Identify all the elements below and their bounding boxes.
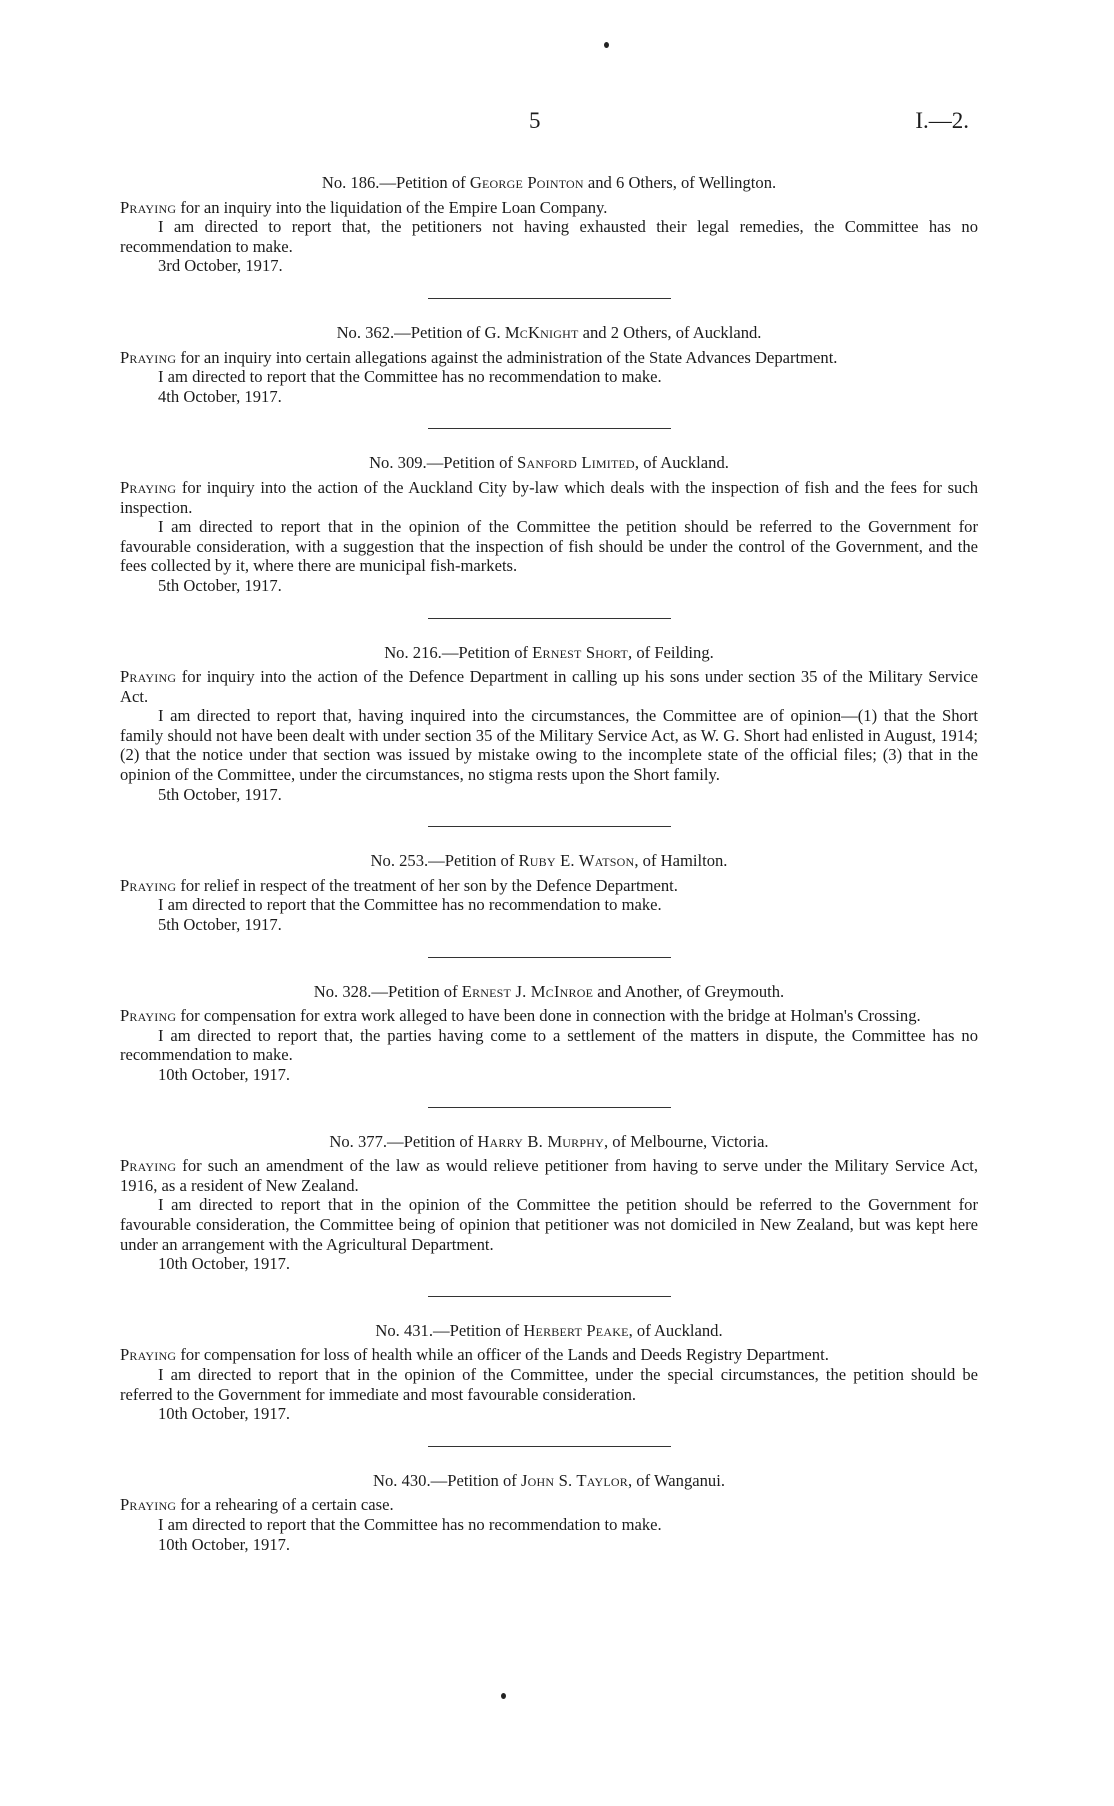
report-paragraph: I am directed to report that the Committee has no recommendation to make. [158,367,662,387]
petition-heading [120,173,978,193]
petitioner-name: Herbert Peake [523,1320,629,1340]
praying-text: for inquiry into the action of the Auckland City by-law which deals with the inspection of fish and the fees for such inspection. [120,477,978,517]
praying-word: Praying [120,477,177,497]
report-paragraph: I am directed to report that in the opinion of the Committee the petition should be referred to the Government for favourable consideration, the Committee being of opinion that petitioner was not domiciled in New Zealand, but was kept here under an arrangement with the Agricultural Department. [120,1195,978,1254]
petitioner-location: , of Auckland. [628,1320,723,1340]
report-date: 5th October, 1917. [158,575,282,595]
petitioner-name: Sanford Limited [517,453,635,473]
petition-number: No. 430.—Petition of [373,1470,521,1490]
petition-entry [120,1132,978,1297]
report-paragraph: I am directed to report that in the opinion of the Committee the petition should be referred to the Government for favourable consideration, with a suggestion that the inspection of fish should be under the control of the Government, and the fees collected by it, where there are municipal fish-markets. [120,517,978,576]
report-date: 10th October, 1917. [158,1534,291,1554]
petitioner-name: Ernest Short [532,642,629,662]
petition-entry [120,851,978,957]
petitioner-location: , of Wanganui. [627,1470,725,1490]
praying-text: for a rehearing of a certain case. [176,1495,394,1515]
report-paragraph: I am directed to report that, the petitioners not having exhausted their legal remedies, the Committee has no recommendation to make. [120,217,978,256]
petition-entry [120,643,978,828]
petitioner-name: John S. Taylor [520,1470,628,1490]
petition-number: No. 309.—Petition of [369,453,518,473]
report-date: 3rd October, 1917. [158,256,283,276]
praying-text: for compensation for loss of health while an officer of the Lands and Deeds Registry Department. [176,1345,829,1365]
praying-text: for an inquiry into certain allegations against the administration of the State Advances Department. [176,347,838,367]
petition-entry [120,1321,978,1447]
petition-heading [120,323,978,343]
petition-number: No. 362.—Petition of G. [336,322,505,342]
section-divider [428,957,671,958]
praying-word: Praying [120,1156,177,1176]
scan-speck [501,1693,506,1699]
praying-text: for relief in respect of the treatment of her son by the Defence Department. [176,875,678,895]
document-reference: I.—2. [915,108,969,133]
scan-speck [604,42,609,48]
praying-word: Praying [120,197,177,217]
report-paragraph: I am directed to report that the Committee has no recommendation to make. [158,1514,662,1534]
report-date: 10th October, 1917. [158,1404,291,1424]
petitioner-name: George Pointon [469,173,584,192]
petitioner-location: and 6 Others, of Wellington. [583,173,777,192]
praying-word: Praying [120,667,177,687]
praying-paragraph [120,478,978,517]
praying-paragraph [120,1156,978,1195]
praying-text: for an inquiry into the liquidation of the Empire Loan Company. [176,197,608,217]
praying-paragraph [120,348,978,368]
petitioner-name: Harry B. Murphy [477,1131,604,1151]
petition-heading [120,1471,978,1491]
praying-paragraph [120,1345,978,1365]
petitioner-location: , of Auckland. [634,453,729,473]
report-paragraph: I am directed to report that, having inquired into the circumstances, the Committee are of opinion—(1) that the Short family should not have been dealt with under section 35 of the Military Service Act, as W. G. Short had enlisted in August, 1914; (2) that the notice under that section was issued by mistake owing to the incomplete state of the official files; (3) that in the opinion of the Committee, under the circumstances, no stigma rests upon the Short family. [120,706,978,785]
petitioner-name: McKnight [504,322,579,342]
praying-word: Praying [120,875,177,895]
report-date: 10th October, 1917. [158,1254,291,1274]
petition-entry [120,323,978,429]
petition-heading [120,851,978,871]
page-number: 5 [529,108,541,133]
praying-text: for such an amendment of the law as would relieve petitioner from having to serve under the Military Service Act, 1916, as a resident of New Zealand. [120,1156,978,1195]
praying-text: for compensation for extra work alleged to have been done in connection with the bridge at Holman's Crossing. [176,1006,921,1026]
report-date: 5th October, 1917. [158,784,282,804]
section-divider [428,826,671,827]
petition-heading [120,982,978,1002]
section-divider [428,618,671,619]
petition-number: No. 377.—Petition of [329,1131,478,1151]
petition-heading [120,1321,978,1341]
praying-word: Praying [120,1006,177,1026]
section-divider [428,298,671,299]
report-date: 4th October, 1917. [158,386,282,406]
petition-entry [120,173,978,299]
praying-word: Praying [120,1495,177,1515]
petition-number: No. 216.—Petition of [384,642,533,662]
praying-paragraph [120,876,978,896]
praying-paragraph [120,1006,978,1026]
petition-heading [120,1132,978,1152]
section-divider [428,1296,671,1297]
report-date: 5th October, 1917. [158,915,282,935]
petition-heading [120,453,978,473]
petition-list [120,173,978,1554]
praying-word: Praying [120,1345,177,1365]
praying-paragraph [120,198,978,218]
petition-heading [120,643,978,663]
praying-paragraph [120,1495,978,1515]
petitioner-location: and 2 Others, of Auckland. [578,322,762,342]
petition-number: No. 186.—Petition of [321,173,470,192]
petitioner-location: , of Melbourne, Victoria. [603,1131,769,1151]
petitioner-name: Ruby E. Watson [518,851,635,871]
petition-entry [120,1471,978,1554]
petition-number: No. 253.—Petition of [370,851,519,871]
section-divider [428,1446,671,1447]
section-divider [428,428,671,429]
report-paragraph: I am directed to report that the Committee has no recommendation to make. [158,895,662,915]
petitioner-location: , of Hamilton. [634,851,728,871]
report-paragraph: I am directed to report that in the opinion of the Committee, under the special circumstances, the petition should be referred to the Government for immediate and most favourable consideration. [120,1364,978,1404]
petition-entry [120,982,978,1108]
report-paragraph: I am directed to report that, the parties having come to a settlement of the matters in dispute, the Committee has no recommendation to make. [120,1025,978,1065]
praying-text: for inquiry into the action of the Defence Department in calling up his sons under section 35 of the Military Service Act. [120,667,978,706]
petitioner-location: , of Feilding. [628,642,714,662]
petitioner-location: and Another, of Greymouth. [593,981,785,1001]
petitioner-name: Ernest J. McInroe [461,981,594,1001]
petition-number: No. 431.—Petition of [375,1320,524,1340]
petition-entry [120,453,978,618]
praying-word: Praying [120,347,177,367]
petition-number: No. 328.—Petition of [313,981,462,1001]
report-date: 10th October, 1917. [158,1065,291,1084]
page-header [0,108,1114,138]
praying-paragraph [120,667,978,706]
section-divider [428,1107,671,1108]
